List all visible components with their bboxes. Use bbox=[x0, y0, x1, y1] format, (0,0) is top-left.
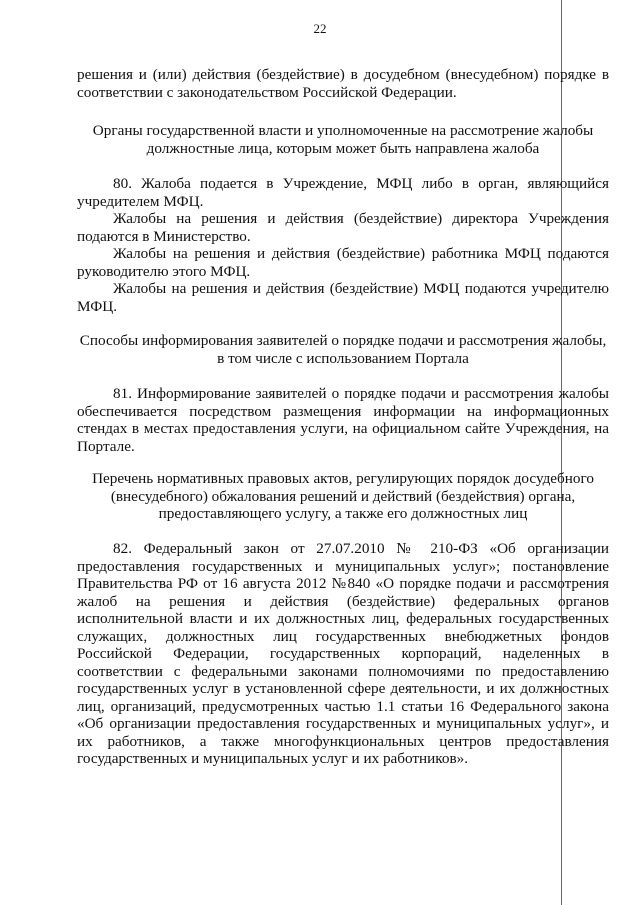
paragraph-80-worker: Жалобы на решения и действия (бездействие) работника МФЦ подаются руководителю этого МФЦ. bbox=[77, 245, 609, 280]
section-heading-informing: Способы информирования заявителей о порядке подачи и рассмотрения жалобы, в том числе с использованием Портала bbox=[79, 332, 607, 367]
section-heading-legal-acts: Перечень нормативных правовых актов, регулирующих порядок досудебного (внесудебного) обжалования решений и действий (бездействия) органа, предоставляющего услугу, а также его должностных лиц bbox=[92, 470, 594, 522]
page-number: 22 bbox=[313, 21, 327, 36]
paragraph-80-mfc: Жалобы на решения и действия (бездействие) МФЦ подаются учредителю МФЦ. bbox=[77, 280, 609, 315]
intro-paragraph: решения и (или) действия (бездействие) в досудебном (внесудебном) порядке в соответствии с законодательством Российской Федерации. bbox=[77, 66, 609, 101]
section-heading-complaint-bodies: Органы государственной власти и уполномоченные на рассмотрение жалобы должностные лица, которым может быть направлена жалоба bbox=[92, 122, 594, 157]
paragraph-80-director: Жалобы на решения и действия (бездействие) директора Учреждения подаются в Министерство. bbox=[77, 210, 609, 245]
paragraph-81: 81. Информирование заявителей о порядке подачи и рассмотрения жалобы обеспечивается посредством размещения информации на информационных стендах в местах предоставления услуги, на официальном сайте Учреждения, на Портале. bbox=[77, 385, 609, 455]
paragraph-82: 82. Федеральный закон от 27.07.2010 № 210-ФЗ «Об организации предоставления государственных и муниципальных услуг»; постановление Правительства РФ от 16 августа 2012 №840 «О порядке подачи и рассмотрения жалоб на решения и действия (бездействие) федеральных органов исполнительной власти и их должностных лиц, федеральных государственных служащих, должностных лиц государственных внебюджетных фондов Российской Федерации, государственных корпораций, наделенных в соответствии с федеральными законами полномочиями по предоставлению государственных услуг в установленной сфере деятельности, и их должностных лиц, организаций, предусмотренных частью 1.1 статьи 16 Федерального закона «Об организации предоставления государственных и муниципальных услуг», и их работников, а также многофункциональных центров предоставления государственных и муниципальных услуг и их работников». bbox=[77, 540, 609, 767]
paragraph-80: 80. Жалоба подается в Учреждение, МФЦ либо в орган, являющийся учредителем МФЦ. bbox=[77, 175, 609, 210]
